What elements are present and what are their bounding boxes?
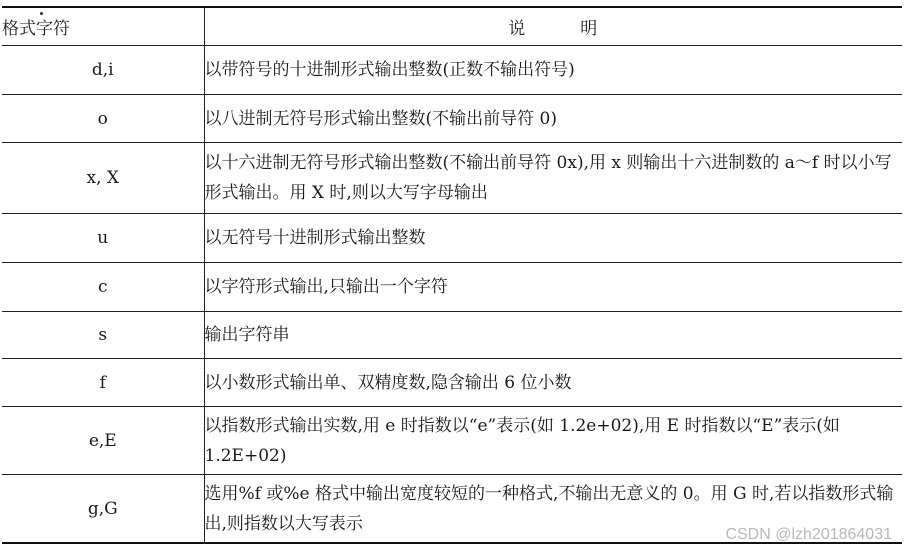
table-row bbox=[2, 95, 902, 143]
row-code: o bbox=[2, 95, 204, 143]
row-code: c bbox=[2, 263, 204, 312]
row-code: u bbox=[2, 214, 204, 263]
row-description: 以八进制无符号形式输出整数(不输出前导符 0) bbox=[204, 95, 902, 143]
table-row bbox=[2, 214, 902, 263]
table-row bbox=[2, 359, 902, 407]
row-description: 以指数形式输出实数,用 e 时指数以“e”表示(如 1.2e+02),用 E 时指数以“E”表示(如 1.2E+02) bbox=[204, 407, 902, 475]
header-description: 说 明 bbox=[204, 7, 902, 46]
table-row bbox=[2, 312, 902, 359]
row-description: 以带符号的十进制形式输出整数(正数不输出符号) bbox=[204, 46, 902, 95]
table-row bbox=[2, 407, 902, 475]
row-description: 选用%f 或%e 格式中输出宽度较短的一种格式,不输出无意义的 0。用 G 时,若以指数形式输出,则指数以大写表示 bbox=[204, 475, 902, 544]
header-format-char: 格式字符 bbox=[2, 7, 204, 46]
table-header-row bbox=[2, 7, 902, 46]
row-code: g,G bbox=[2, 475, 204, 544]
table-row bbox=[2, 143, 902, 214]
row-code: x, X bbox=[2, 143, 204, 214]
row-code: d,i bbox=[2, 46, 204, 95]
table-row bbox=[2, 263, 902, 312]
row-code: s bbox=[2, 312, 204, 359]
row-code: e,E bbox=[2, 407, 204, 475]
row-description: 以小数形式输出单、双精度数,隐含输出 6 位小数 bbox=[204, 359, 902, 407]
row-code: f bbox=[2, 359, 204, 407]
row-description: 以字符形式输出,只输出一个字符 bbox=[204, 263, 902, 312]
row-description: 以无符号十进制形式输出整数 bbox=[204, 214, 902, 263]
row-description: 输出字符串 bbox=[204, 312, 902, 359]
format-specifier-table bbox=[2, 6, 902, 544]
table-row bbox=[2, 46, 902, 95]
row-description: 以十六进制无符号形式输出整数(不输出前导符 0x),用 x 则输出十六进制数的 a～f 时以小写形式输出。用 X 时,则以大写字母输出 bbox=[204, 143, 902, 214]
watermark: CSDN @lzh201864031 bbox=[725, 526, 892, 543]
